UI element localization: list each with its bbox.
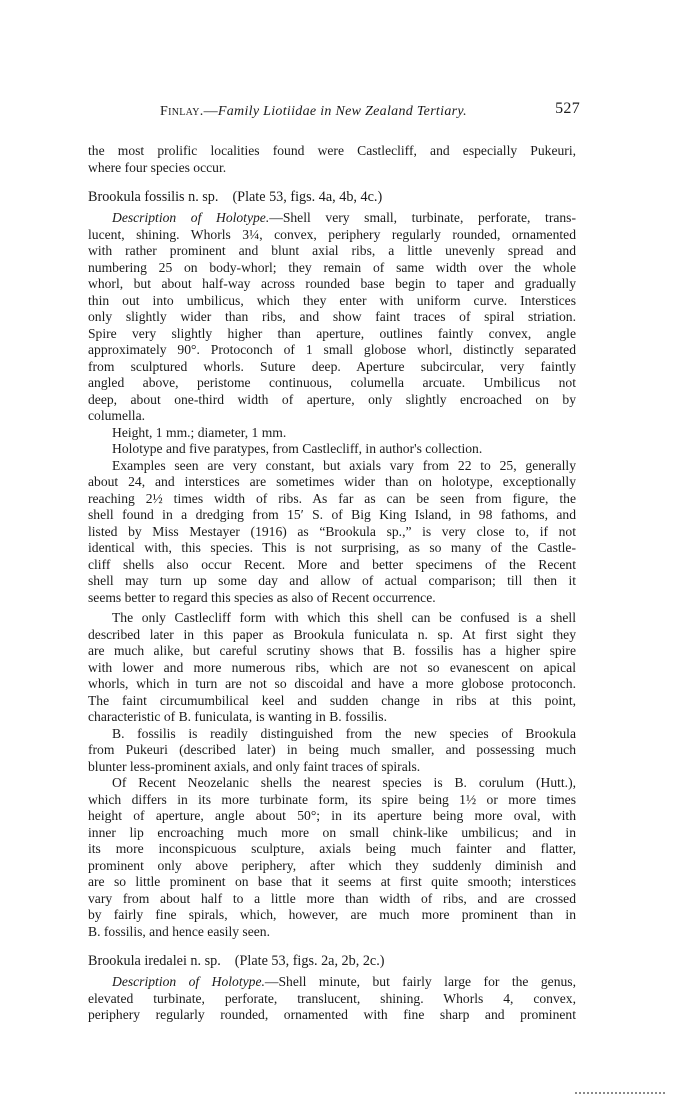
paragraph-line: whorls, which in turn are not so discoidal and have a more globose protoconch. [88, 676, 576, 691]
page-number: 527 [555, 100, 580, 117]
description-line: Spire very slightly higher than aperture, outlines faintly convex, angle [88, 325, 576, 341]
paragraph-line: which differs in its more turbinate form, its spire being 1½ or more times [88, 791, 576, 807]
paragraph-line: from Pukeuri (described later) in being much smaller, and possessing much [88, 742, 576, 757]
description-line: elevated turbinate, perforate, translucent, shining. Whorls 4, convex, [88, 990, 576, 1006]
intro-line: the most prolific localities found were Castlecliff, and especially Pukeuri, [88, 143, 576, 158]
species-name: Brookula fossilis n. sp. [88, 189, 219, 205]
header-title: Family Liotiidae in New Zealand Tertiary. [217, 104, 467, 119]
paragraph-line: listed by Miss Mestayer (1916) as “Brookula sp.,” is very close to, if not [88, 523, 576, 539]
description-line: numbering 25 on body-whorl; they remain of same width over the whole [88, 259, 576, 275]
paragraph-line: characteristic of B. funiculata, is wanting in B. fossilis. [88, 709, 387, 724]
paragraph-line: reaching 2½ times width of ribs. As far as can be seen from figure, the [88, 490, 576, 506]
header-author: Finlay. [160, 104, 204, 119]
paragraph-line: B. fossilis is readily distinguished from the new species of Brookula [112, 725, 576, 741]
paragraph-line: The faint circumumbilical keel and sudden change in ribs at this point, [88, 692, 576, 708]
paragraph-line: Examples seen are very constant, but axials vary from 22 to 25, generally [112, 457, 576, 473]
description-line: periphery regularly rounded, ornamented with fine sharp and prominent [88, 1007, 576, 1022]
description-line: Description of Holotype.—Shell minute, but fairly large for the genus, [112, 974, 576, 989]
scan-edge-marks [575, 1092, 665, 1096]
description-line: columella. [88, 408, 145, 423]
paragraph-line: shell found in a dredging from 15′ S. of Big King Island, in 98 fathoms, and [88, 507, 576, 522]
paragraph-line: The only Castlecliff form with which this shell can be confused is a shell [112, 610, 576, 625]
dimensions: Height, 1 mm.; diameter, 1 mm. [112, 424, 287, 440]
type-material: Holotype and five paratypes, from Castlecliff, in author's collection. [112, 441, 483, 456]
plate-reference: (Plate 53, figs. 4a, 4b, 4c.) [232, 189, 383, 205]
paragraph-line: height of aperture, angle about 50°; in its aperture being more oval, with [88, 808, 576, 823]
paragraph-line: about 24, and interstices are sometimes wider than on holotype, exceptionally [88, 474, 576, 489]
paragraph-line: are so little prominent on base that it seems at first quite smooth; interstices [88, 874, 576, 889]
description-line: with rather prominent and blunt axial ribs, a little unevenly spread and [88, 243, 576, 258]
section-heading-iredalei [88, 952, 576, 970]
description-line: whorl, but about half-way across rounded base begin to taper and gradually [88, 276, 576, 291]
description-line: lucent, shining. Whorls 3¼, convex, periphery regularly rounded, ornamented [88, 226, 576, 242]
section-heading-fossilis [88, 188, 576, 206]
paragraph-line: B. fossilis, and hence easily seen. [88, 923, 270, 939]
paragraph-line: vary from about half to a little more than width of ribs, and are crossed [88, 890, 576, 906]
header-dash: — [203, 104, 218, 119]
paragraph-line: described later in this paper as Brookula funiculata n. sp. At first sight they [88, 626, 576, 642]
paragraph-line: its more inconspicuous sculpture, axials being much fainter and flatter, [88, 841, 576, 856]
paragraph-line: blunter less-prominent axials, and only faint traces of spirals. [88, 758, 421, 774]
species-name: Brookula iredalei n. sp. [88, 953, 221, 969]
description-line: angled above, peristome continuous, columella arcuate. Umbilicus not [88, 375, 576, 390]
paragraph-line: prominent only above periphery, after which they suddenly diminish and [88, 857, 576, 873]
description-line: only slightly wider than ribs, and show faint traces of spiral striation. [88, 309, 576, 324]
description-line: deep, about one-third width of aperture, only slightly encroached on by [88, 391, 576, 407]
description-line: approximately 90°. Protoconch of 1 small globose whorl, distinctly separated [88, 342, 576, 357]
intro-line: where four species occur. [88, 159, 227, 175]
paragraph-line: with lower and more numerous ribs, which are not so evanescent on apical [88, 659, 576, 675]
paragraph-line: cliff shells also occur Recent. More and better specimens of the Recent [88, 556, 576, 572]
paragraph-line: seems better to regard this species as also of Recent occurrence. [88, 589, 436, 605]
paragraph-line: shell may turn up some day and allow of actual comparison; till then it [88, 573, 576, 588]
description-label: Description of Holotype. [112, 974, 265, 989]
plate-reference: (Plate 53, figs. 2a, 2b, 2c.) [234, 953, 385, 969]
paragraph-line: inner lip encroaching much more on small chink-like umbilicus; and in [88, 824, 576, 840]
running-header [160, 100, 580, 128]
body-text [88, 143, 576, 1024]
paragraph-line: identical with, this species. This is not surprising, as so many of the Castle- [88, 540, 576, 555]
description-line: from sculptured whorls. Suture deep. Aperture subcircular, very faintly [88, 358, 576, 374]
paragraph-line: by fairly fine spirals, which, however, are much more prominent than in [88, 907, 576, 922]
description-line: thin out into umbilicus, which they enter with uniform curve. Interstices [88, 292, 576, 308]
paragraph-line: Of Recent Neozelanic shells the nearest species is B. corulum (Hutt.), [112, 775, 576, 790]
description-label: Description of Holotype. [112, 210, 270, 225]
description-line: Description of Holotype.—Shell very small, turbinate, perforate, trans- [112, 210, 576, 225]
paragraph-line: are much alike, but careful scrutiny shows that B. fossilis has a higher spire [88, 643, 576, 658]
